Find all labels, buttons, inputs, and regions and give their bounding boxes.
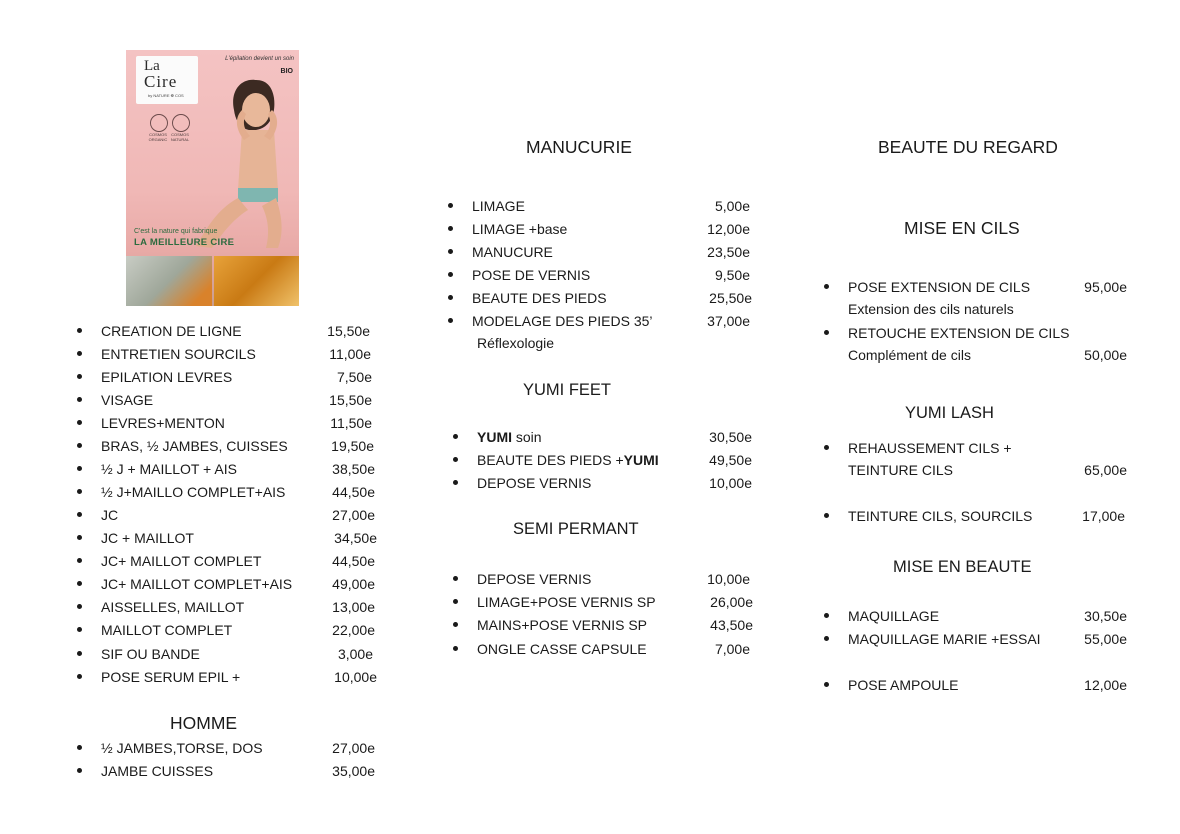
bullet-icon [448, 249, 453, 254]
logo-sub: by NATURE ❁ COS [148, 93, 184, 98]
item-label-cont: TEINTURE CILS [848, 462, 954, 478]
item-label-rest: soin [512, 429, 542, 445]
item-price: 37,00e [707, 313, 750, 329]
logo-la: La [144, 58, 160, 74]
item-price: 12,00e [707, 221, 750, 237]
item-label: DEPOSE VERNIS [477, 475, 592, 491]
poster-tagline: L'épilation devient un soin [225, 56, 294, 62]
item-label [477, 451, 659, 469]
yumi-brand: YUMI [623, 452, 659, 468]
item-price: 15,50e [327, 323, 370, 339]
item-label: ONGLE CASSE CAPSULE [477, 641, 647, 657]
bullet-icon [77, 351, 82, 356]
bullet-icon [448, 226, 453, 231]
item-price: 30,50e [709, 429, 752, 445]
item-label: BEAUTE DES PIEDS [472, 290, 607, 306]
item-label: POSE DE VERNIS [472, 267, 591, 283]
item-price: 11,50e [330, 415, 372, 431]
bullet-icon [77, 651, 82, 656]
mise-en-beaute-heading: MISE EN BEAUTE [893, 558, 1032, 576]
item-label: AISSELLES, MAILLOT [101, 599, 245, 615]
item-label: TEINTURE CILS, SOURCILS [848, 508, 1033, 524]
item-price: 17,00e [1082, 508, 1125, 524]
item-price: 9,50e [714, 267, 750, 283]
bullet-icon [77, 768, 82, 773]
la-cire-poster [126, 50, 299, 306]
item-label: ½ JAMBES,TORSE, DOS [101, 740, 263, 756]
mise-en-cils-heading: MISE EN CILS [904, 218, 1020, 238]
bullet-icon [77, 443, 82, 448]
item-label: LIMAGE [472, 198, 525, 214]
item-label: JC+ MAILLOT COMPLET [101, 553, 262, 569]
logo-cire: Cire [144, 72, 178, 91]
item-label: BRAS, ½ JAMBES, CUISSES [101, 438, 288, 454]
item-label: JC [101, 507, 119, 523]
item-label: ½ J+MAILLO COMPLET+AIS [101, 484, 286, 500]
cert-organic-label: COSMOS ORGANIC [148, 132, 168, 142]
bullet-icon [448, 318, 453, 323]
item-label: ENTRETIEN SOURCILS [101, 346, 256, 362]
item-label: JC+ MAILLOT COMPLET+AIS [101, 576, 293, 592]
item-price: 27,00e [332, 740, 375, 756]
item-price: 49,00e [332, 576, 375, 592]
yumi-feet-heading: YUMI FEET [523, 381, 612, 399]
bullet-icon [453, 622, 458, 627]
item-price: 25,50e [709, 290, 752, 306]
item-label: LIMAGE+POSE VERNIS SP [477, 594, 656, 610]
homme-heading: HOMME [170, 713, 238, 733]
item-label: LIMAGE +base [472, 221, 568, 237]
item-label: MANUCURE [472, 244, 553, 260]
bullet-icon [77, 581, 82, 586]
poster-slogan: C'est la nature qui fabrique [134, 228, 218, 235]
bullet-icon [77, 328, 82, 333]
bullet-icon [824, 682, 829, 687]
item-label: MAQUILLAGE [848, 608, 940, 624]
item-price: 65,00e [1084, 462, 1127, 478]
item-price: 43,50e [710, 617, 753, 633]
yumi-lash-heading: YUMI LASH [905, 404, 994, 422]
bullet-icon [77, 489, 82, 494]
bullet-icon [77, 512, 82, 517]
item-label: REHAUSSEMENT CILS + [848, 440, 1012, 456]
poster-slogan-strong: LA MEILLEURE CIRE [134, 237, 235, 248]
item-price: 19,50e [331, 438, 374, 454]
item-label: DEPOSE VERNIS [477, 571, 592, 587]
item-price: 5,00e [714, 198, 750, 214]
item-price: 49,50e [709, 452, 752, 468]
bullet-icon [824, 284, 829, 289]
manucurie-heading: MANUCURIE [526, 137, 632, 157]
item-label: JC + MAILLOT [101, 530, 194, 546]
item-note: Complément de cils [848, 347, 971, 363]
item-price: 7,00e [714, 641, 750, 657]
bullet-icon [448, 272, 453, 277]
item-price: 22,00e [332, 622, 375, 638]
bullet-icon [77, 674, 82, 679]
item-label: MAILLOT COMPLET [101, 622, 233, 638]
item-price: 15,50e [329, 392, 372, 408]
bullet-icon [453, 480, 458, 485]
item-label-text: BEAUTE DES PIEDS + [477, 452, 624, 468]
item-price: 34,50e [334, 530, 377, 546]
item-price: 23,50e [707, 244, 750, 260]
item-price: 38,50e [332, 461, 375, 477]
item-price: 50,00e [1084, 347, 1127, 363]
bullet-icon [77, 397, 82, 402]
bullet-icon [77, 604, 82, 609]
bullet-icon [453, 646, 458, 651]
item-label: RETOUCHE EXTENSION DE CILS [848, 325, 1070, 341]
bullet-icon [448, 295, 453, 300]
bullet-icon [77, 627, 82, 632]
item-price: 7,50e [336, 369, 372, 385]
item-price: 55,00e [1084, 631, 1127, 647]
bullet-icon [824, 445, 829, 450]
item-label: LEVRES+MENTON [101, 415, 225, 431]
bullet-icon [77, 466, 82, 471]
model-illustration-icon [186, 70, 296, 250]
item-price: 10,00e [709, 475, 752, 491]
item-price: 10,00e [707, 571, 750, 587]
item-label: JAMBE CUISSES [101, 763, 214, 779]
bullet-icon [453, 457, 458, 462]
item-price: 11,00e [329, 346, 371, 362]
item-price: 10,00e [334, 669, 377, 685]
item-label: CREATION DE LIGNE [101, 323, 242, 339]
cert-natural-label: COSMOS NATURAL [170, 132, 190, 142]
item-price: 12,00e [1084, 677, 1127, 693]
bullet-icon [453, 599, 458, 604]
bullet-icon [824, 636, 829, 641]
item-label: MAINS+POSE VERNIS SP [477, 617, 647, 633]
bullet-icon [77, 374, 82, 379]
item-price: 13,00e [332, 599, 375, 615]
item-price: 3,00e [337, 646, 373, 662]
semi-permant-heading: SEMI PERMANT [513, 520, 639, 538]
cosmos-organic-icon [150, 114, 168, 132]
wax-photo [214, 256, 299, 306]
item-price: 95,00e [1084, 279, 1127, 295]
bullet-icon [824, 330, 829, 335]
bullet-icon [448, 203, 453, 208]
reflexologie-note: Réflexologie [477, 335, 555, 351]
item-label: MODELAGE DES PIEDS 35’ [472, 313, 653, 329]
item-label: POSE SERUM EPIL + [101, 669, 241, 685]
bullet-icon [453, 434, 458, 439]
regard-heading: BEAUTE DU REGARD [878, 137, 1058, 157]
bullet-icon [77, 535, 82, 540]
item-price: 30,50e [1084, 608, 1127, 624]
bullet-icon [77, 745, 82, 750]
bullet-icon [77, 420, 82, 425]
item-price: 26,00e [710, 594, 753, 610]
ingredients-photo [126, 256, 212, 306]
item-label: POSE AMPOULE [848, 677, 959, 693]
bullet-icon [77, 558, 82, 563]
item-price: 44,50e [332, 484, 375, 500]
item-price: 27,00e [332, 507, 375, 523]
item-label: MAQUILLAGE MARIE +ESSAI [848, 631, 1041, 647]
item-note: Extension des cils naturels [848, 301, 1014, 317]
item-label: VISAGE [101, 392, 154, 408]
bio-label: BIO [280, 68, 293, 75]
bullet-icon [824, 613, 829, 618]
item-label: EPILATION LEVRES [101, 369, 233, 385]
bullet-icon [824, 513, 829, 518]
item-price: 35,00e [332, 763, 375, 779]
item-label: POSE EXTENSION DE CILS [848, 279, 1031, 295]
item-label [477, 428, 542, 446]
item-price: 44,50e [332, 553, 375, 569]
item-label: ½ J + MAILLOT + AIS [101, 461, 237, 477]
bullet-icon [453, 576, 458, 581]
item-label: SIF OU BANDE [101, 646, 200, 662]
yumi-brand: YUMI [477, 429, 512, 445]
